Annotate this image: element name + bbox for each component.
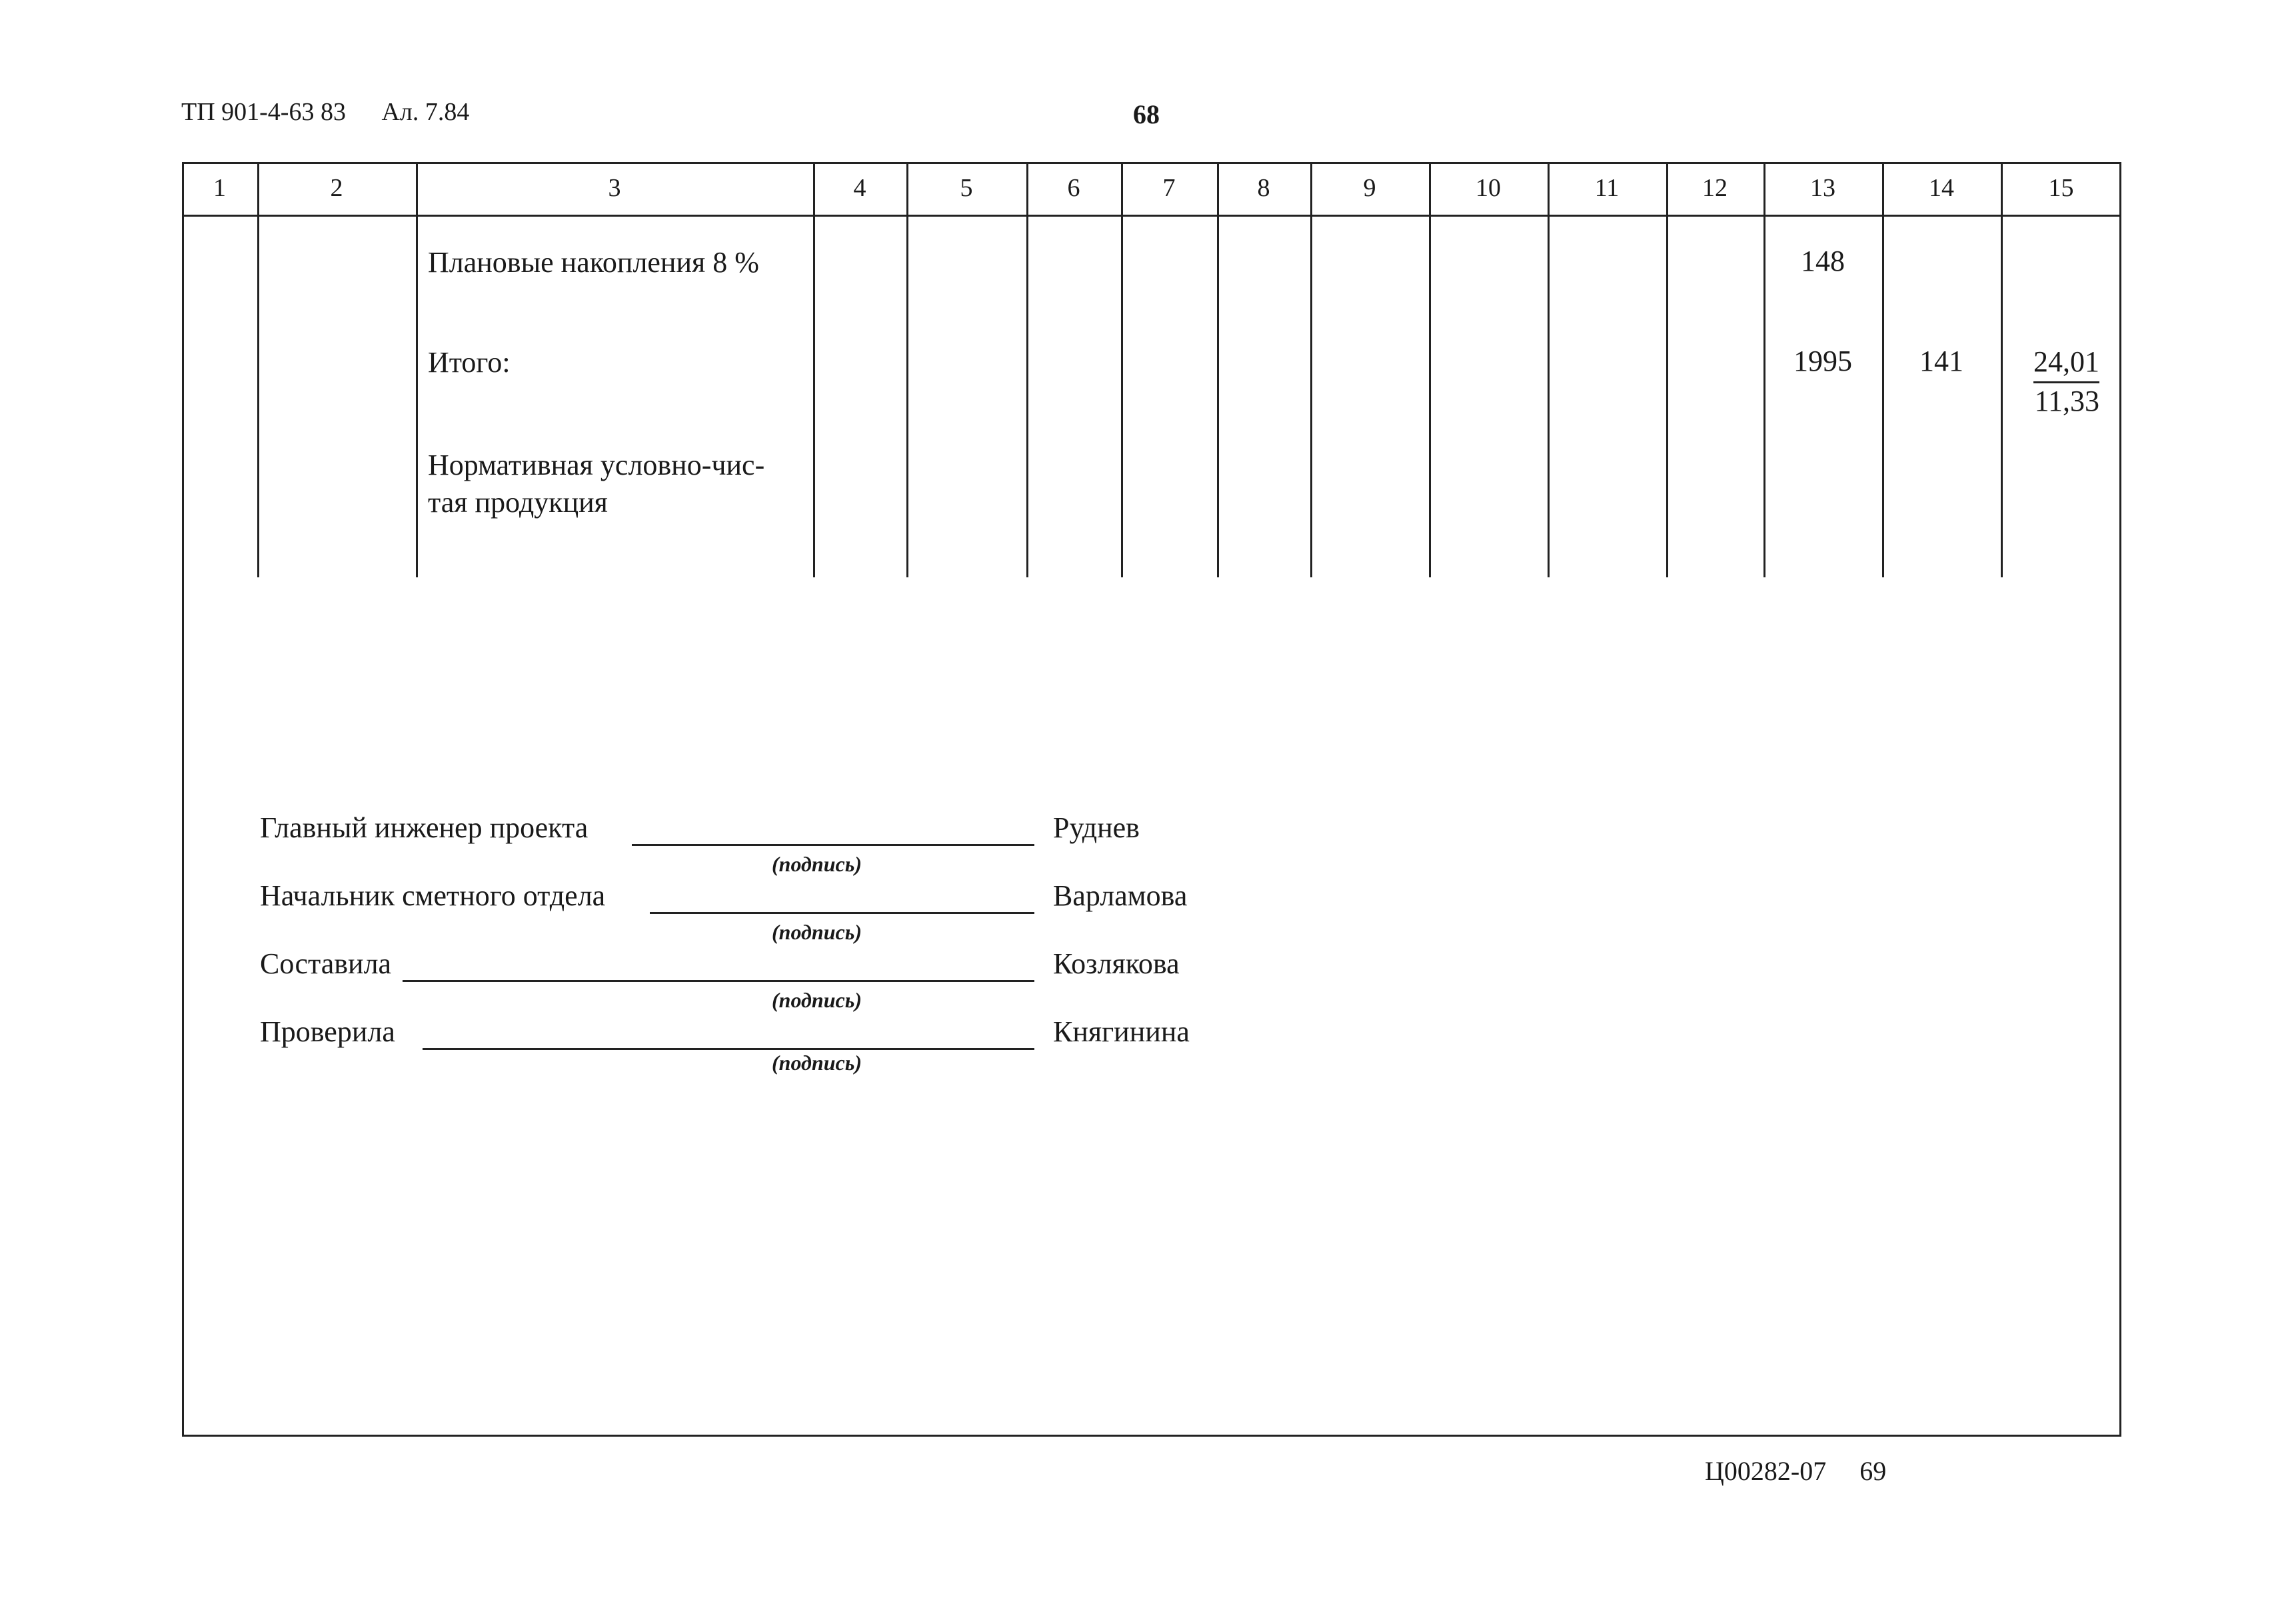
row2-col15-fraction: [2019, 344, 2099, 419]
signature-name: Козлякова: [1053, 947, 1180, 980]
signature-line: [403, 980, 1034, 982]
column-number-4: 4: [853, 174, 866, 202]
column-divider: [1429, 162, 1431, 577]
footer-sheet: 69: [1859, 1456, 1887, 1486]
column-divider: [1310, 162, 1312, 577]
column-divider: [1548, 162, 1550, 577]
column-number-9: 9: [1363, 174, 1376, 202]
column-divider: [1026, 162, 1028, 577]
row1-col13-value: 148: [1801, 245, 1845, 277]
signature-name: Варламова: [1053, 879, 1188, 912]
fraction-numerator: 24,01: [2033, 344, 2099, 383]
signature-note: (подпись): [772, 1051, 862, 1075]
column-divider: [257, 162, 259, 577]
column-divider: [1217, 162, 1219, 577]
column-number-12: 12: [1702, 174, 1727, 202]
signature-note: (подпись): [772, 988, 862, 1012]
document-footer: [1705, 1455, 1913, 1487]
row-label-line-2: тая продукция: [428, 486, 608, 519]
signature-note: (подпись): [772, 852, 862, 876]
signature-note: (подпись): [772, 920, 862, 944]
album-number: Ал. 7.84: [381, 98, 470, 126]
row-label-total: Итого:: [428, 346, 511, 379]
column-divider: [1121, 162, 1123, 577]
fraction-denominator: 11,33: [2034, 385, 2099, 417]
column-divider: [906, 162, 908, 577]
column-number-7: 7: [1162, 174, 1176, 202]
doc-code: ТП 901-4-63 83: [181, 98, 346, 126]
column-divider: [1666, 162, 1668, 577]
column-number-11: 11: [1594, 174, 1620, 202]
signature-line: [423, 1048, 1034, 1050]
column-number-10: 10: [1476, 174, 1501, 202]
signature-role-chief-engineer: Главный инженер проекта: [260, 811, 588, 844]
signature-line: [632, 844, 1034, 846]
column-number-14: 14: [1929, 174, 1954, 202]
header-divider: [182, 215, 2121, 217]
row2-col14-value: 141: [1919, 345, 1963, 377]
footer-code: Ц00282-07: [1705, 1456, 1827, 1486]
signature-name: Руднев: [1053, 811, 1140, 844]
column-divider: [2001, 162, 2003, 577]
column-number-1: 1: [213, 174, 226, 202]
column-number-15: 15: [2048, 174, 2074, 202]
signature-role-checked: Проверила: [260, 1015, 395, 1048]
column-number-2: 2: [330, 174, 343, 202]
column-number-5: 5: [960, 174, 973, 202]
column-number-13: 13: [1810, 174, 1835, 202]
column-number-8: 8: [1257, 174, 1270, 202]
signature-name: Княгинина: [1053, 1015, 1190, 1048]
column-number-6: 6: [1067, 174, 1080, 202]
row-label-planned-accumulation: Плановые накопления 8 %: [428, 246, 759, 279]
document-header: [181, 97, 499, 127]
signature-role-head-estimate: Начальник сметного отдела: [260, 879, 606, 912]
column-divider: [416, 162, 418, 577]
signature-line: [650, 912, 1034, 914]
row-label-normative-product: [428, 447, 764, 521]
signature-role-compiled: Составила: [260, 947, 392, 980]
row2-col13-value: 1995: [1793, 345, 1852, 377]
column-number-3: 3: [608, 174, 621, 202]
row-label-line-1: Нормативная условно-чис-: [428, 449, 765, 481]
column-divider: [813, 162, 815, 577]
page-number: 68: [1133, 99, 1160, 129]
